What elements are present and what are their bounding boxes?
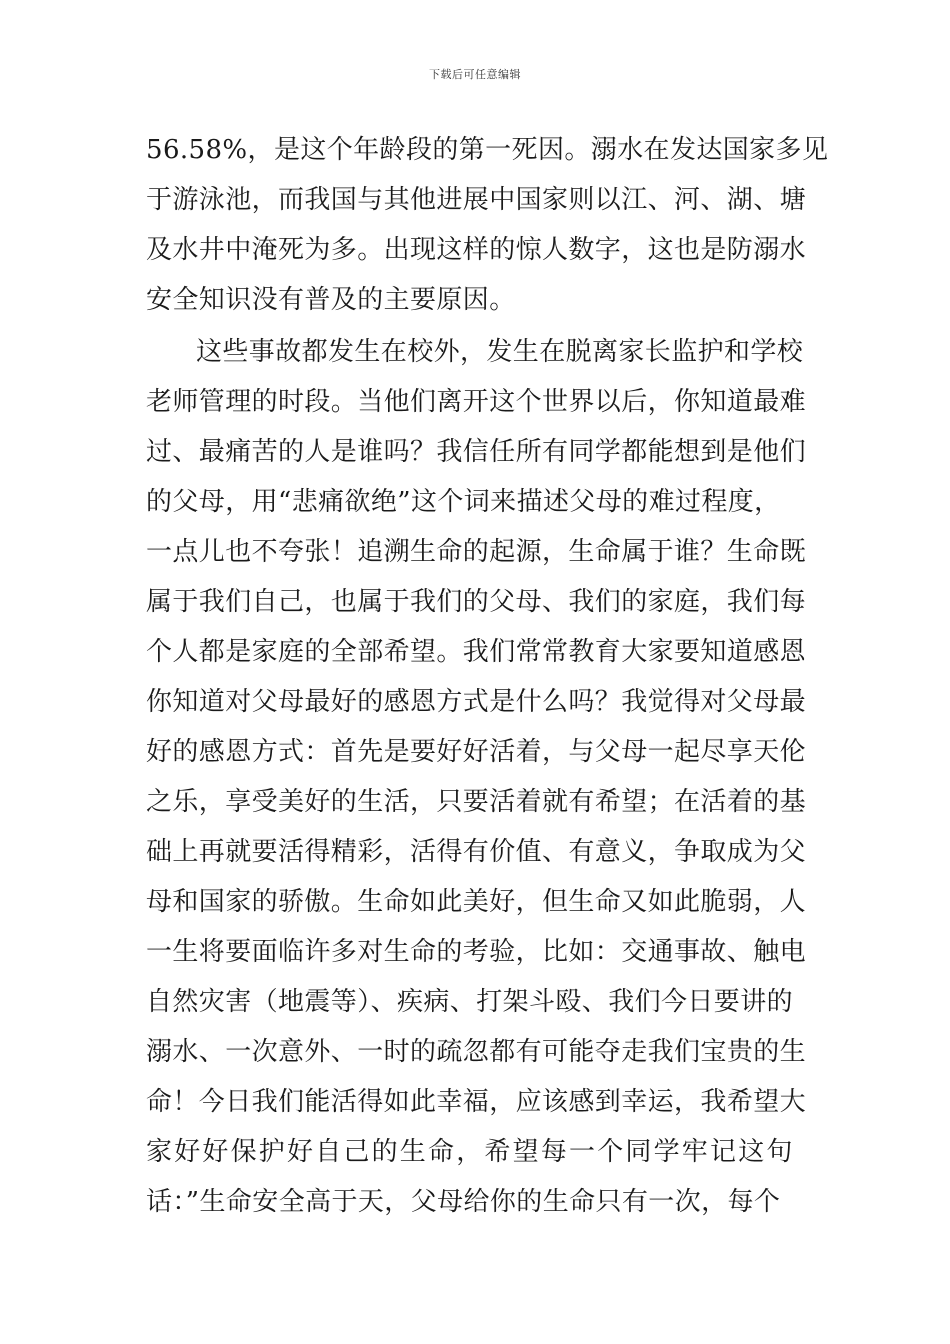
- body-text-line: 好的感恩方式：首先是要好好活着，与父母一起尽享天伦: [146, 737, 807, 767]
- body-text-line: 过、最痛苦的人是谁吗？我信任所有同学都能想到是他们: [146, 437, 807, 467]
- body-text-line: 家好好保护好自己的生命，希望每一个同学牢记这句: [146, 1137, 795, 1167]
- body-text-line: 安全知识没有普及的主要原因。: [146, 285, 516, 315]
- body-text-line: 溺水、一次意外、一时的疏忽都有可能夺走我们宝贵的生: [146, 1037, 807, 1067]
- body-text-line: 及水井中淹死为多。出现这样的惊人数字，这也是防溺水: [146, 235, 807, 265]
- body-text-line: 老师管理的时段。当他们离开这个世界以后，你知道最难: [146, 387, 807, 417]
- body-text-line: 一点儿也不夸张！追溯生命的起源，生命属于谁？生命既: [146, 537, 807, 567]
- body-text-line: 话：”生命安全高于天，父母给你的生命只有一次，每个: [146, 1187, 781, 1217]
- body-text-line: 属于我们自己，也属于我们的父母、我们的家庭，我们每: [146, 587, 807, 617]
- body-text-line: 命！今日我们能活得如此幸福，应该感到幸运，我希望大: [146, 1087, 807, 1117]
- body-text-line: 的父母，用“悲痛欲绝”这个词来描述父母的难过程度，: [146, 487, 781, 517]
- body-text-line: 个人都是家庭的全部希望。我们常常教育大家要知道感恩: [146, 637, 807, 667]
- body-text-line: 56.58%，是这个年龄段的第一死因。溺水在发达国家多见: [146, 135, 829, 165]
- body-text-line: 你知道对父母最好的感恩方式是什么吗？我觉得对父母最: [146, 687, 807, 717]
- body-text-line: 之乐，享受美好的生活，只要活着就有希望；在活着的基: [146, 787, 807, 817]
- body-text-line: 础上再就要活得精彩，活得有价值、有意义，争取成为父: [146, 837, 807, 867]
- page-header: 下载后可任意编辑: [429, 68, 521, 81]
- body-text-line: 自然灾害（地震等）、疾病、打架斗殴、我们今日要讲的: [146, 987, 794, 1017]
- paragraph-start-line: 这些事故都发生在校外，发生在脱离家长监护和学校: [196, 337, 804, 367]
- body-text-line: 一生将要面临许多对生命的考验，比如：交通事故、触电: [146, 937, 807, 967]
- body-text-line: 母和国家的骄傲。生命如此美好，但生命又如此脆弱，人: [146, 887, 807, 917]
- body-text-line: 于游泳池，而我国与其他进展中国家则以江、河、湖、塘: [146, 185, 807, 215]
